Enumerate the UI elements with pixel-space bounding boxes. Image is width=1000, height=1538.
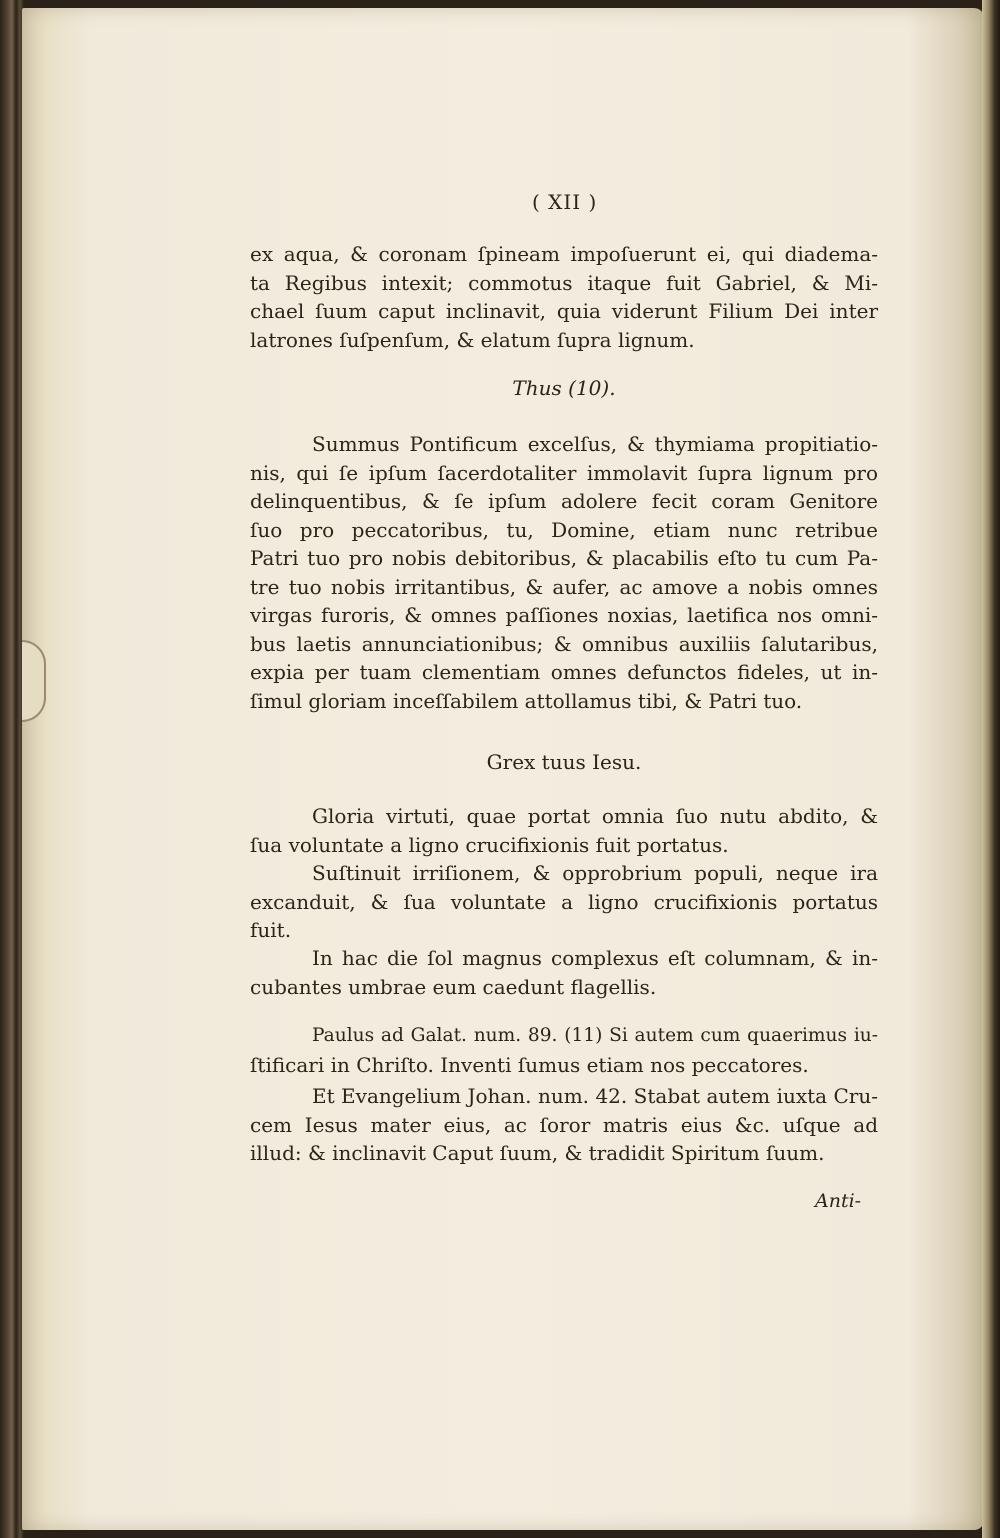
text-line: nis, qui ſe ipſum ſacerdotaliter immolavit ſupra lignum pro [250,460,878,485]
paragraph-3 [250,802,878,859]
text-line: tre tuo nobis irritantibus, & aufer, ac amove a nobis omnes [250,574,878,599]
text-line: Paulus ad Galat. num. 89. (11) Si autem cum quaerimus iu- [312,1025,878,1046]
catchword: Anti- [815,1190,862,1212]
page-tab-marker [22,640,46,722]
paragraph-4 [250,859,878,945]
text-line: cem Iesus mater eius, ac ſoror matris eius &c. uſque ad [250,1112,878,1137]
text-line: ex aqua, & coronam ſpineam impoſuerunt ei, qui diadema- [250,242,878,266]
text-line: ta Regibus intexit; commotus itaque fuit Gabriel, & Mi- [250,270,878,295]
paragraph-6 [250,1022,878,1079]
text-line: ſua voluntate a ligno crucifixionis fuit portatus. [250,832,729,857]
text-line: ſtificari in Chriſto. Inventi ſumus etiam nos peccatores. [250,1052,809,1077]
text-line: cubantes umbrae eum caedunt flagellis. [250,974,657,999]
page-number: ( XII ) [532,190,598,214]
paragraph-7 [250,1082,878,1168]
text-line: illud: & inclinavit Caput ſuum, & tradidit Spiritum ſuum. [250,1141,825,1165]
text-line: bus laetis annunciationibus; & omnibus auxiliis ſalutaribus, [250,631,878,656]
text-line: Summus Pontificum excelſus, & thymiama propitiatio- [312,432,878,456]
text-line: chael ſuum caput inclinavit, quia viderunt Filium Dei inter [250,299,878,323]
paragraph-5 [250,944,878,1001]
text-line: In hac die ſol magnus complexus eſt columnam, & in- [312,946,878,970]
text-line: expia per tuam clementiam omnes defunctos fideles, ut in- [250,660,878,684]
text-line: virgas furoris, & omnes paſſiones noxias, laetifica nos omni- [250,603,878,627]
text-line: latrones ſuſpenſum, & elatum ſupra lignum. [250,327,695,352]
text-line: ſuo pro peccatoribus, tu, Domine, etiam nunc retribue [250,517,878,542]
text-line: Patri tuo pro nobis debitoribus, & placabilis eſto tu cum Pa- [250,546,878,570]
text-line: delinquentibus, & ſe ipſum adolere fecit coram Genitore [250,489,878,513]
section-heading-grex: Grex tuus Iesu. [486,750,642,774]
text-line: Gloria virtuti, quae portat omnia ſuo nutu abdito, & [312,804,878,828]
text-line: fuit. [250,918,292,942]
paragraph-2 [250,430,878,715]
text-line: ſimul gloriam inceſſabilem attollamus tibi, & Patri tuo. [250,688,803,713]
section-heading-thus: Thus (10). [512,376,616,400]
text-line: excanduit, & ſua voluntate a ligno crucifixionis portatus [250,889,878,914]
text-line: Et Evangelium Johan. num. 42. Stabat autem iuxta Cru- [312,1084,878,1108]
text-line: Suſtinuit irriſionem, & opprobrium populi, neque ira [312,861,878,885]
page-edge [982,0,1000,1538]
paragraph-1 [250,240,878,354]
